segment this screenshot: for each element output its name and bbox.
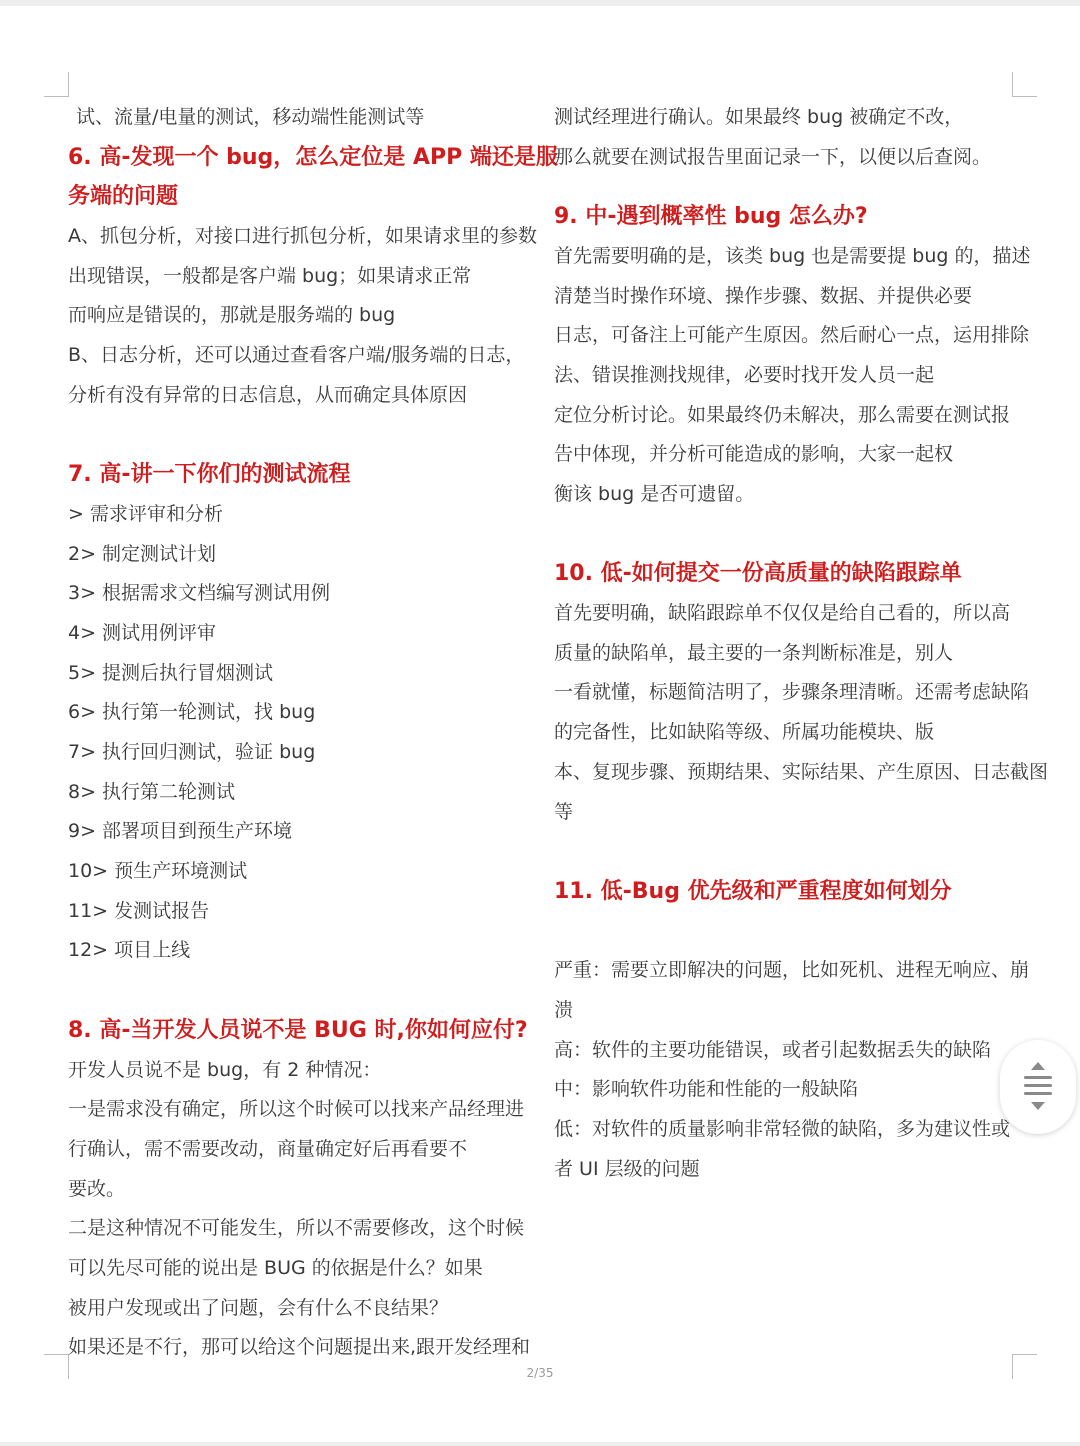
text-line: 首先要明确，缺陷跟踪单不仅仅是给自己看的，所以高 [554, 602, 1011, 625]
scroll-handle[interactable] [1000, 1040, 1076, 1134]
text-line: 一是需求没有确定，所以这个时候可以找来产品经理进 [68, 1098, 525, 1121]
crop-mark-top-left [44, 72, 69, 97]
section-heading: 6. 高-发现一个 bug，怎么定位是 APP 端还是服 [68, 144, 558, 170]
spacer [68, 416, 530, 456]
text-line: 日志，可备注上可能产生原因。然后耐心一点，运用排除 [554, 324, 1030, 347]
text-line: 一看就懂，标题简洁明了，步骤条理清晰。还需考虑缺陷 [554, 681, 1030, 704]
section-heading: 7. 高-讲一下你们的测试流程 [68, 462, 351, 488]
text-line: 等 [554, 800, 574, 823]
text-line: 12> 项目上线 [68, 939, 191, 962]
text-line: 本、复现步骤、预期结果、实际结果、产生原因、日志截图 [554, 760, 1049, 783]
right-column [554, 98, 1049, 1189]
spacer [554, 515, 1014, 555]
spacer [554, 177, 1014, 197]
text-line: 试、流量/电量的测试，移动端性能测试等 [76, 106, 425, 128]
text-line: 者 UI 层级的问题 [554, 1157, 700, 1180]
text-line: 定位分析讨论。如果最终仍未解决，那么需要在测试报 [554, 403, 1011, 426]
text-line: 8> 执行第二轮测试 [68, 780, 236, 803]
spacer [554, 912, 1014, 952]
text-line: 中：影响软件功能和性能的一般缺陷 [554, 1078, 859, 1101]
section-heading: 务端的问题 [68, 184, 179, 210]
spacer [68, 971, 530, 1011]
bottom-bar [0, 1442, 1080, 1446]
text-line: > 需求评审和分析 [68, 502, 223, 525]
spacer [554, 832, 1014, 872]
text-line: 7> 执行回归测试，验证 bug [68, 741, 316, 763]
text-line: 开发人员说不是 bug，有 2 种情况： [68, 1058, 382, 1081]
text-line: 高：软件的主要功能错误，或者引起数据丢失的缺陷 [554, 1038, 992, 1061]
crop-mark-top-right [1012, 72, 1037, 97]
text-line: 要改。 [68, 1177, 126, 1200]
text-line: B、日志分析，还可以通过查看客户端/服务端的日志， [68, 344, 525, 367]
section-heading: 10. 低-如何提交一份高质量的缺陷跟踪单 [554, 561, 962, 587]
text-line: 告中体现，并分析可能造成的影响，大家一起权 [554, 443, 954, 466]
text-line: 出现错误，一般都是客户端 bug；如果请求正常 [68, 264, 472, 287]
text-line: 6> 执行第一轮测试，找 bug [68, 701, 316, 724]
text-line: 5> 提测后执行冒烟测试 [68, 661, 274, 684]
text-line: 溃 [554, 998, 574, 1021]
text-line: 二是这种情况不可能发生，所以不需要修改，这个时候 [68, 1217, 525, 1240]
text-line: 衡该 bug 是否可遗留。 [554, 483, 755, 506]
text-line: 测试经理进行确认。如果最终 bug 被确定不改， [554, 106, 964, 128]
text-line: 10> 预生产环境测试 [68, 860, 248, 883]
left-column [68, 98, 558, 1368]
text-line: A、抓包分析，对接口进行抓包分析，如果请求里的参数 [68, 225, 537, 248]
section-heading: 11. 低-Bug 优先级和严重程度如何划分 [554, 878, 952, 904]
text-line: 9> 部署项目到预生产环境 [68, 820, 293, 843]
text-line: 2> 制定测试计划 [68, 542, 217, 565]
text-line: 如果还是不行，那可以给这个问题提出来,跟开发经理和 [68, 1336, 531, 1359]
section-heading: 9. 中-遇到概率性 bug 怎么办? [554, 204, 868, 230]
text-line: 严重：需要立即解决的问题，比如死机、进程无响应、崩 [554, 959, 1030, 982]
text-line: 行确认，需不需要改动，商量确定好后再看要不 [68, 1137, 468, 1160]
section-heading: 8. 高-当开发人员说不是 BUG 时,你如何应付? [68, 1017, 528, 1043]
text-line: 被用户发现或出了问题，会有什么不良结果？ [68, 1296, 449, 1319]
text-line: 11> 发测试报告 [68, 899, 210, 922]
page-number: 2/35 [526, 1366, 554, 1380]
text-line: 分析有没有异常的日志信息，从而确定具体原因 [68, 383, 468, 406]
text-line: 而响应是错误的，那就是服务端的 bug [68, 304, 396, 327]
text-line: 的完备性，比如缺陷等级、所属功能模块、版 [554, 721, 935, 744]
text-line: 低：对软件的质量影响非常轻微的缺陷，多为建议性或 [554, 1118, 1011, 1141]
text-line: 质量的缺陷单，最主要的一条判断标准是，别人 [554, 641, 954, 664]
text-line: 那么就要在测试报告里面记录一下，以便以后查阅。 [554, 145, 992, 168]
text-line: 法、错误推测找规律，必要时找开发人员一起 [554, 363, 935, 386]
text-line: 首先需要明确的是，该类 bug 也是需要提 bug 的，描述 [554, 244, 1031, 267]
scroll-arrows-icon [1020, 1060, 1056, 1114]
text-line: 可以先尽可能的说出是 BUG 的依据是什么？如果 [68, 1256, 483, 1279]
top-bar [0, 0, 1080, 6]
text-line: 3> 根据需求文档编写测试用例 [68, 582, 331, 605]
text-line: 清楚当时操作环境、操作步骤、数据、并提供必要 [554, 284, 973, 307]
text-line: 4> 测试用例评审 [68, 621, 217, 644]
